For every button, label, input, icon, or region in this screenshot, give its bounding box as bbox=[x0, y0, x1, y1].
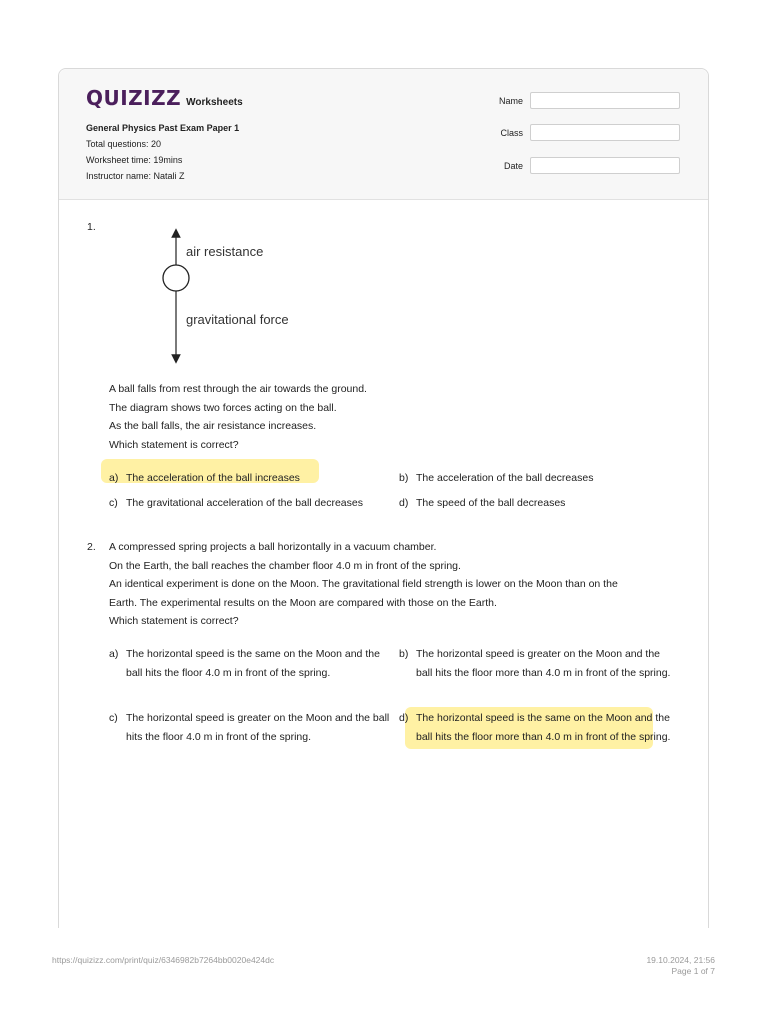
option-text: The acceleration of the ball decreases bbox=[416, 472, 594, 484]
brand-subtitle: Worksheets bbox=[186, 97, 243, 108]
option-text: The horizontal speed is greater on the Moon and the ball hits the floor more than 4.0 m in front of the spring. bbox=[416, 648, 671, 679]
stem-line: A compressed spring projects a ball horizontally in a vacuum chamber. bbox=[109, 541, 437, 553]
option-text: The speed of the ball decreases bbox=[416, 497, 566, 509]
question-1-option-c[interactable] bbox=[109, 494, 399, 513]
question-2-option-a[interactable] bbox=[109, 645, 384, 683]
instructor-name: Instructor name: Natali Z bbox=[86, 171, 185, 181]
option-text: The horizontal speed is the same on the Moon and the ball hits the floor 4.0 m in front of the spring. bbox=[126, 648, 380, 679]
name-field[interactable] bbox=[530, 92, 680, 109]
option-key: a) bbox=[109, 648, 119, 660]
option-text: The acceleration of the ball increases bbox=[126, 472, 300, 484]
question-2-stem bbox=[109, 538, 699, 631]
question-2-option-d[interactable] bbox=[399, 709, 679, 747]
worksheet-page bbox=[58, 68, 709, 928]
name-label: Name bbox=[498, 96, 523, 106]
brand-wordmark: QUIZIZZ bbox=[86, 86, 182, 110]
date-label: Date bbox=[503, 161, 523, 171]
class-field[interactable] bbox=[530, 124, 680, 141]
stem-line: Earth. The experimental results on the Moon are compared with those on the Earth. bbox=[109, 596, 497, 609]
stem-line: A ball falls from rest through the air towards the ground. bbox=[109, 383, 367, 395]
stem-line: The diagram shows two forces acting on the ball. bbox=[109, 401, 337, 414]
option-key: c) bbox=[109, 712, 118, 724]
option-key: b) bbox=[399, 648, 409, 660]
worksheet-header bbox=[59, 69, 708, 200]
force-diagram bbox=[149, 227, 309, 365]
question-1-option-b[interactable] bbox=[399, 469, 689, 488]
question-1-number: 1. bbox=[87, 221, 96, 233]
option-text: The horizontal speed is the same on the Moon and the ball hits the floor more than 4.0 m in front of the spring. bbox=[416, 712, 671, 743]
class-label: Class bbox=[500, 128, 523, 138]
gravitational-force-label: gravitational force bbox=[186, 312, 289, 327]
stem-line: As the ball falls, the air resistance increases. bbox=[109, 420, 317, 432]
total-questions: Total questions: 20 bbox=[86, 139, 162, 149]
question-2-option-b[interactable] bbox=[399, 645, 679, 683]
stem-line: Which statement is correct? bbox=[109, 438, 239, 451]
option-key: d) bbox=[399, 712, 409, 724]
question-2-number: 2. bbox=[87, 541, 96, 553]
question-1-option-d[interactable] bbox=[399, 494, 689, 513]
worksheet-title: General Physics Past Exam Paper 1 bbox=[86, 123, 240, 133]
worksheet-time: Worksheet time: 19mins bbox=[86, 155, 183, 165]
option-key: b) bbox=[399, 472, 409, 484]
ball-circle bbox=[163, 265, 189, 291]
option-text: The horizontal speed is greater on the Moon and the ball hits the floor 4.0 m in front of the spring. bbox=[126, 712, 390, 743]
question-2-option-c[interactable] bbox=[109, 709, 394, 747]
option-key: d) bbox=[399, 497, 409, 509]
stem-line: An identical experiment is done on the Moon. The gravitational field strength is lower on the Moon than on the bbox=[109, 578, 618, 590]
date-field[interactable] bbox=[530, 157, 680, 174]
stem-line: Which statement is correct? bbox=[109, 615, 239, 627]
option-key: a) bbox=[109, 472, 119, 484]
option-key: c) bbox=[109, 497, 118, 509]
air-resistance-label: air resistance bbox=[186, 244, 264, 259]
quizizz-logo bbox=[86, 86, 243, 110]
option-text: The gravitational acceleration of the ball decreases bbox=[126, 497, 363, 509]
worksheet-meta bbox=[86, 120, 239, 184]
footer-datetime: 19.10.2024, 21:56 bbox=[646, 955, 715, 965]
stem-line: On the Earth, the ball reaches the chamber floor 4.0 m in front of the spring. bbox=[109, 559, 461, 572]
question-1-stem bbox=[109, 380, 689, 454]
question-1-option-a[interactable] bbox=[109, 469, 394, 488]
footer-page-number: Page 1 of 7 bbox=[671, 966, 715, 976]
footer-url: https://quizizz.com/print/quiz/6346982b7264bb0020e424dc bbox=[52, 955, 275, 965]
